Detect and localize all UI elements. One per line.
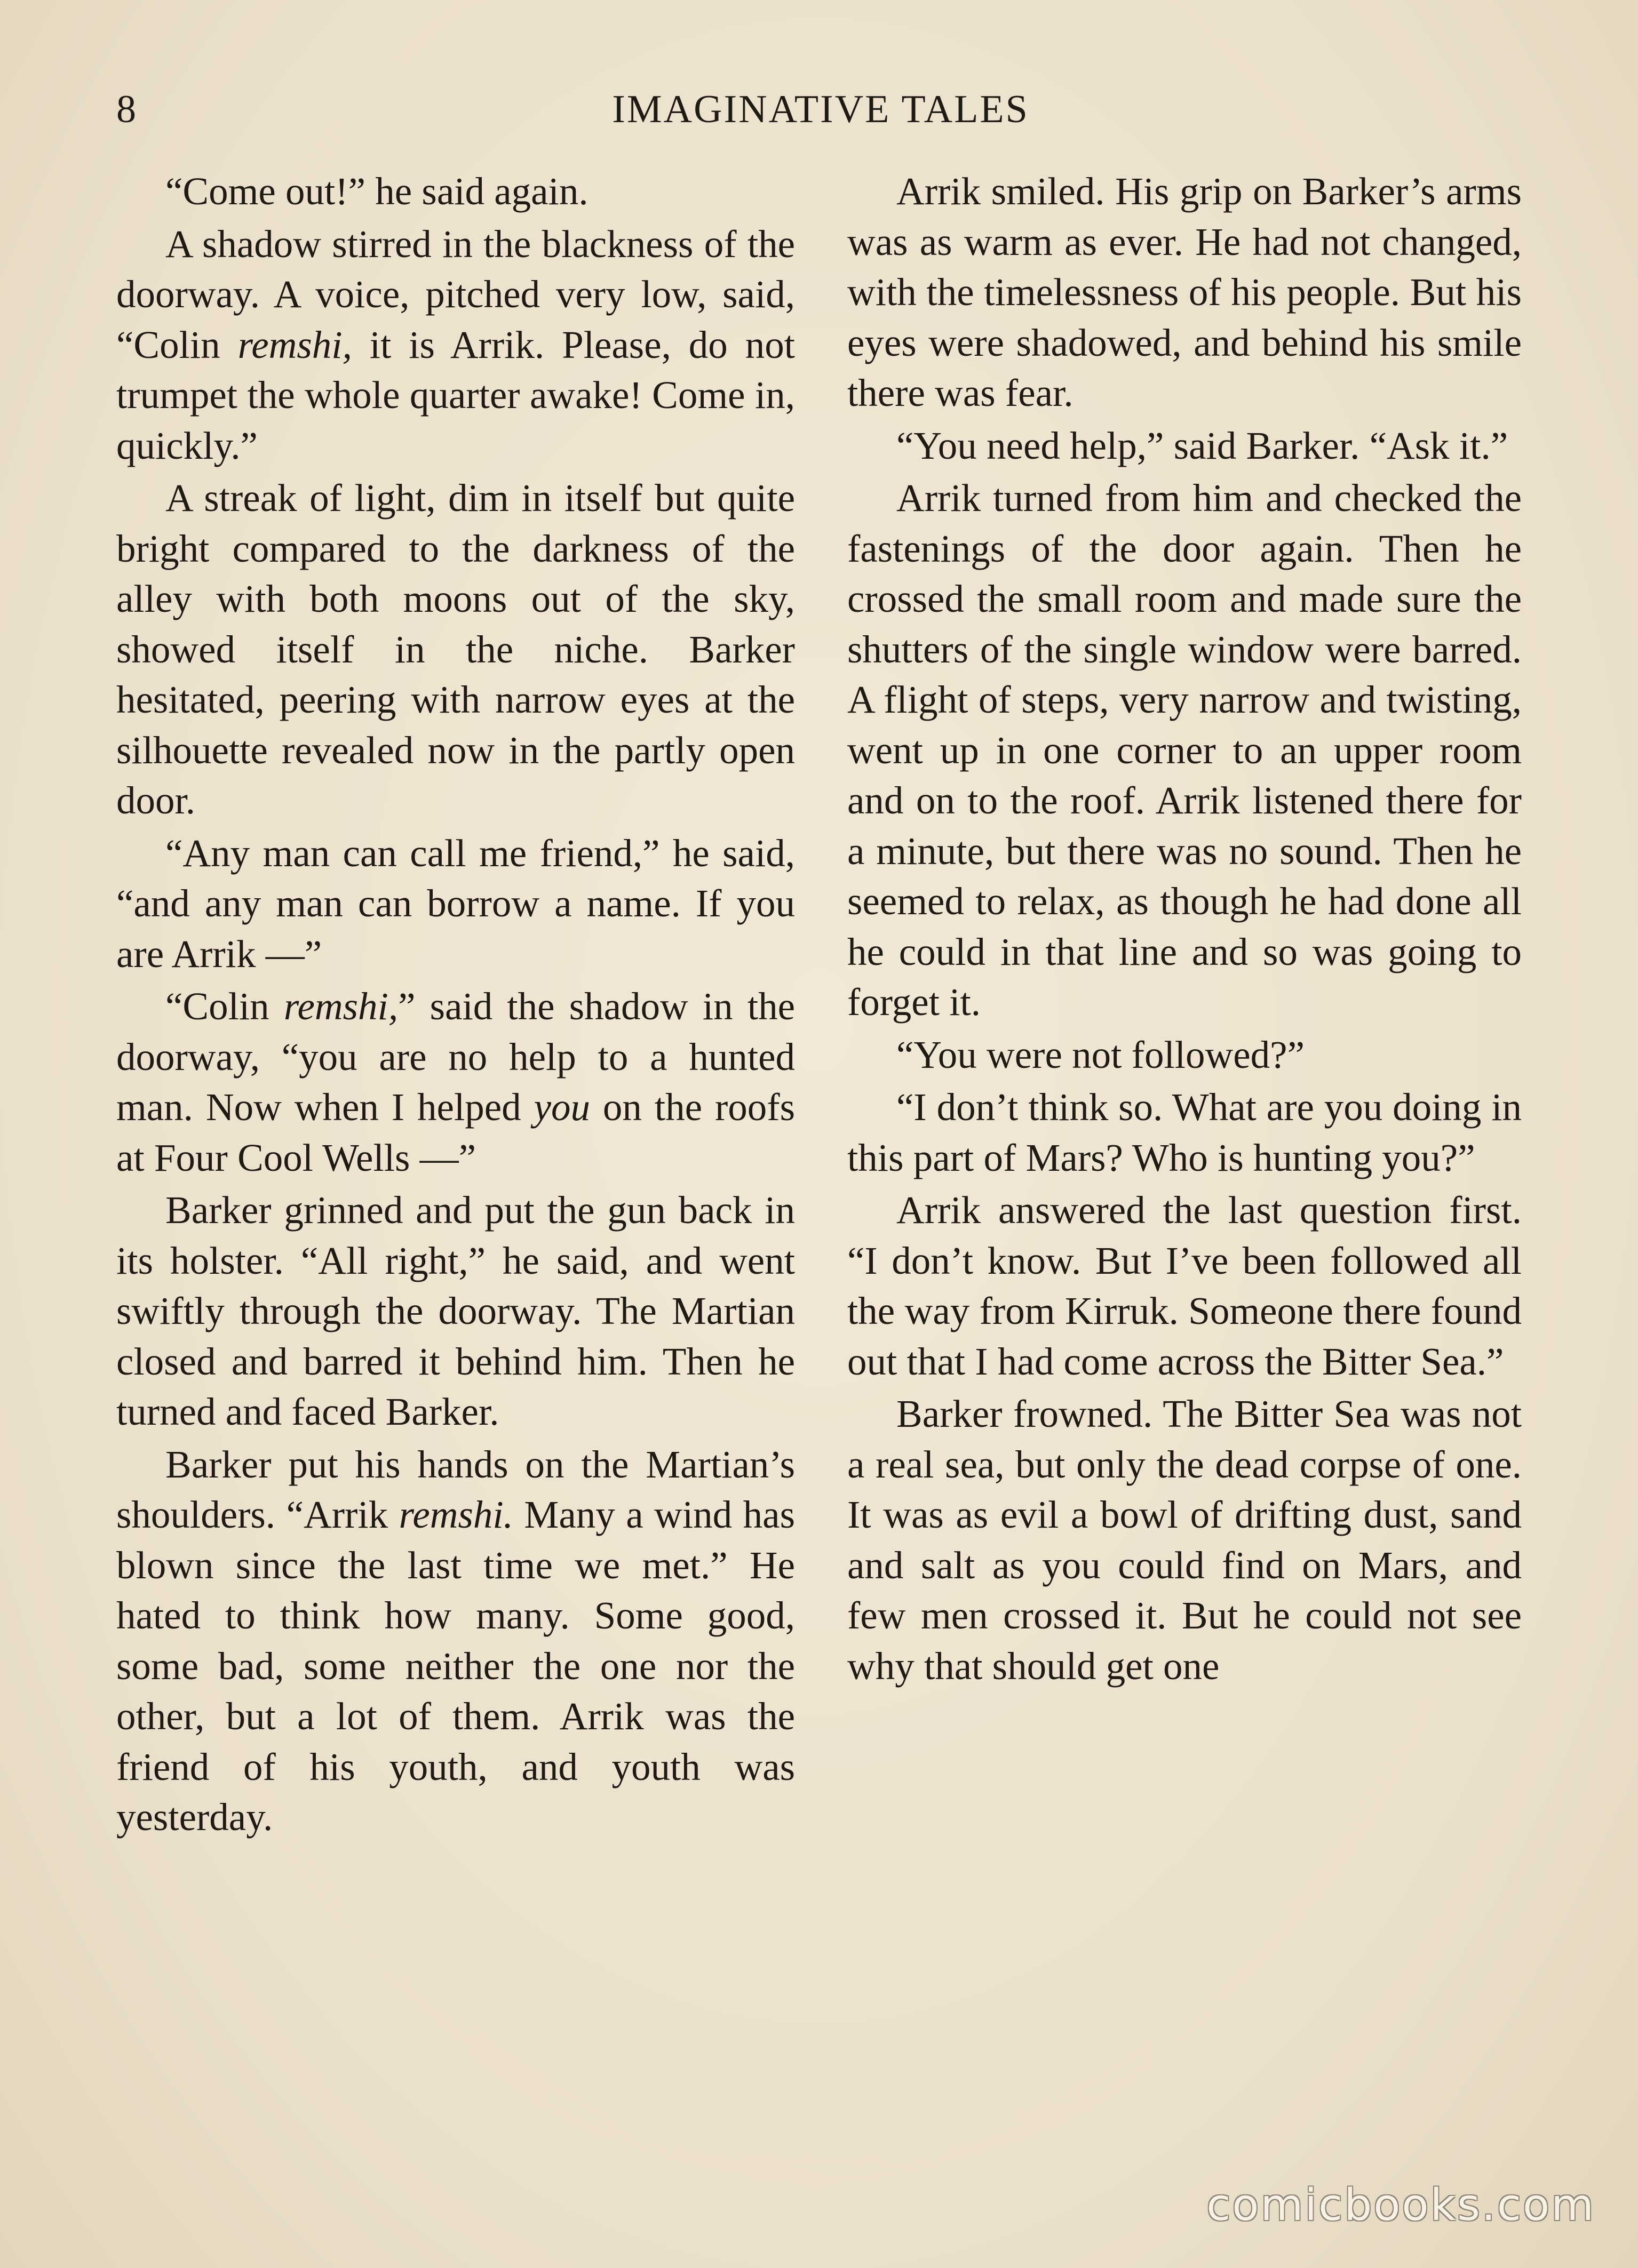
paragraph: [847, 1082, 1522, 1183]
text-run: “Colin: [165, 985, 284, 1028]
paragraph: [116, 981, 795, 1183]
running-title: IMAGINATIVE TALES: [612, 87, 1029, 131]
text-run: on the roofs at Four Cool Wells —”: [116, 1085, 795, 1179]
text-run: Many a wind has blown since the last time we met.” He hated to think how many. Some good, some bad, some neither the one nor the other, but a lot of them. Arrik was the friend of his youth, and youth was yesterday.: [116, 1493, 795, 1839]
paragraph: [116, 219, 795, 472]
italic-text: remshi.: [399, 1493, 513, 1536]
paragraph: [847, 1389, 1522, 1691]
text-run: “You need help,” said Barker. “Ask it.”: [896, 424, 1508, 467]
text-run: “Come out!” he said again.: [165, 170, 589, 213]
italic-text: you: [534, 1085, 590, 1129]
paragraph: [847, 1185, 1522, 1387]
paragraph: [116, 1185, 795, 1438]
text-run: “Any man can call me friend,” he said, “and any man can borrow a name. If you are Arrik —”: [116, 831, 795, 976]
text-run: Arrik smiled. His grip on Barker’s arms was as warm as ever. He had not changed, with the timelessness of his people. But his eyes were shadowed, and behind his smile there was fear.: [847, 170, 1522, 414]
text-run: A streak of light, dim in itself but quite bright compared to the darkness of the alley with both moons out of the sky, showed itself in the niche. Barker hesitated, peering with narrow eyes at the silhouette revealed now in the partly open door.: [116, 476, 795, 822]
text-run: A shadow stirred in the blackness of the doorway. A voice, pitched very low, said, “Colin: [116, 222, 795, 366]
paragraph: [847, 166, 1522, 419]
text-run: Barker put his hands on the Martian’s shoulders. “Arrik: [116, 1442, 795, 1536]
watermark-logo: comicbooks.com: [1206, 2180, 1595, 2231]
right-text-column: [847, 166, 1522, 1691]
text-run: “You were not followed?”: [896, 1033, 1305, 1076]
text-run: Arrik turned from him and checked the fastenings of the door again. Then he crossed the small room and made sure the shutters of the single window were barred. A flight of steps, very narrow and twisting, went up in one corner to an upper room and on to the roof. Arrik listened there for a minute, but there was no sound. Then he seemed to relax, as though he had done all he could in that line and so was going to forget it.: [847, 476, 1522, 1024]
paragraph: [116, 166, 795, 217]
text-run: Arrik answered the last question first. “I don’t know. But I’ve been followed all the way from Kirruk. Someone there found out that I had come across the Bitter Sea.”: [847, 1188, 1522, 1383]
page-number: 8: [116, 87, 136, 131]
paragraph: [847, 473, 1522, 1028]
paragraph: [116, 473, 795, 826]
text-run: it is Arrik. Please, do not trumpet the whole quarter awake! Come in, quickly.”: [116, 323, 795, 467]
paragraph: [847, 421, 1522, 472]
italic-text: remshi,: [237, 323, 352, 366]
text-run: ” said the shadow in the doorway, “you are no help to a hunted man. Now when I helped: [116, 985, 796, 1129]
text-run: “I don’t think so. What are you doing in this part of Mars? Who is hunting you?”: [847, 1085, 1522, 1179]
paragraph: [116, 1440, 795, 1843]
paragraph: [847, 1030, 1522, 1081]
text-run: Barker frowned. The Bitter Sea was not a real sea, but only the dead corpse of one. It was as evil a bowl of drifting dust, sand and salt as you could find on Mars, and few men crossed it. But he could not see why that should get one: [847, 1392, 1522, 1688]
page-header: [116, 80, 1525, 139]
text-run: Barker grinned and put the gun back in its holster. “All right,” he said, and went swiftly through the doorway. The Martian closed and barred it behind him. Then he turned and faced Barker.: [116, 1188, 795, 1433]
paragraph: [116, 828, 795, 980]
italic-text: remshi,: [283, 985, 399, 1028]
left-text-column: [116, 166, 795, 1843]
